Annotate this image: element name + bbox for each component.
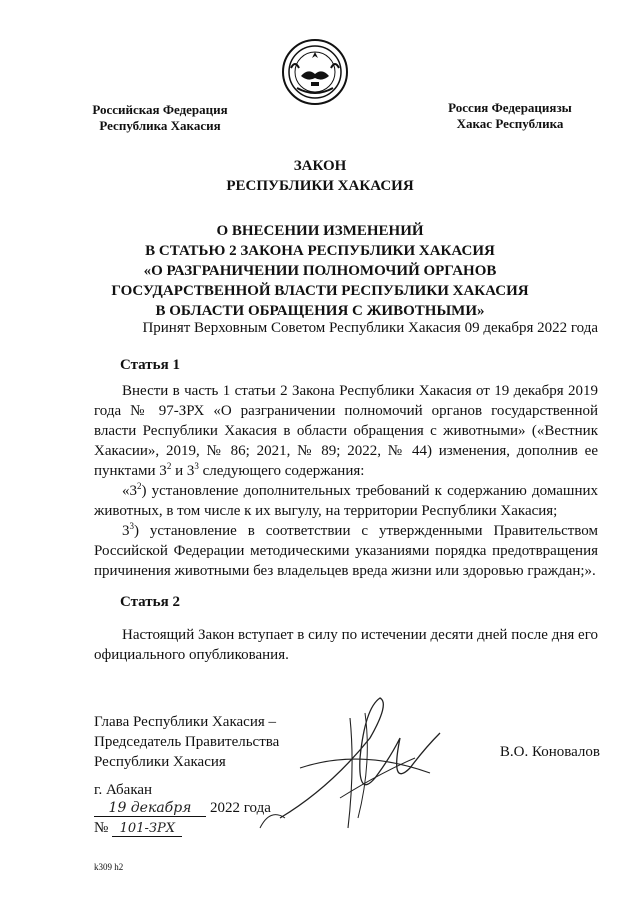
signatory-title-line1: Глава Республики Хакасия – — [94, 714, 277, 730]
item-number: «3 — [122, 483, 137, 499]
article-2-body — [94, 625, 598, 665]
item-number: 3 — [122, 523, 130, 539]
law-subtitle-line: ГОСУДАРСТВЕННОЙ ВЛАСТИ РЕСПУБЛИКИ ХАКАСИЯ — [111, 283, 529, 299]
article-1-intro-end: следующего содержания: — [198, 463, 365, 479]
law-subtitle-line: О ВНЕСЕНИИ ИЗМЕНЕНИЙ — [216, 223, 424, 239]
superscript: 2 — [137, 481, 142, 491]
article-1-intro — [94, 381, 598, 481]
article-1-body — [94, 381, 598, 581]
superscript: 3 — [129, 521, 134, 531]
header-left — [80, 102, 240, 134]
law-subtitle — [60, 221, 580, 321]
article-1-item-2 — [94, 521, 598, 581]
signatory-name: В.О. Коновалов — [499, 744, 600, 760]
signatory-title-line3: Республики Хакасия — [94, 754, 226, 770]
law-subtitle-line: В СТАТЬЮ 2 ЗАКОНА РЕСПУБЛИКИ ХАКАСИЯ — [145, 243, 495, 259]
item-text: ) установление дополнительных требований к содержанию домашних животных, в том числе к их выгулу, на территории Республики Хакасия; — [94, 483, 598, 519]
coat-of-arms-emblem — [281, 38, 349, 106]
article-1-intro-mid: и 3 — [171, 463, 195, 479]
adoption-note: Принят Верховным Советом Республики Хакасия 09 декабря 2022 года — [142, 320, 598, 336]
item-text: ) установление в соответствии с утвержденными Правительством Российской Федерации методическими указаниями порядка предотвращения причинения животными без владельцев вреда жизни или здоровью граждан;». — [94, 523, 598, 579]
law-subtitle-line: «О РАЗГРАНИЧЕНИИ ПОЛНОМОЧИЙ ОРГАНОВ — [143, 263, 497, 279]
signatory-title — [94, 712, 314, 772]
signing-date — [94, 800, 271, 817]
article-1-item-1 — [94, 481, 598, 521]
article-1-intro-text: Внести в часть 1 статьи 2 Закона Республики Хакасия от 19 декабря 2019 года № 97-ЗРХ «О разграничении полномочий органов государственной власти Республики Хакасия в области обращения с животными» («Вестник Хакасии», 2019, № 86; 2021, № 89; 2022, № 44) изменения, дополнив ее пунктами 3 — [94, 383, 598, 479]
handwritten-date: 19 декабря — [94, 800, 206, 817]
law-title-line1: ЗАКОН — [293, 158, 347, 174]
number-sign: № — [94, 820, 109, 836]
superscript: 3 — [194, 461, 199, 471]
header-right-line1: Россия Федерациязы — [448, 100, 572, 115]
document-code: k309 h2 — [94, 862, 124, 872]
law-number — [94, 820, 182, 837]
header-left-line1: Российская Федерация — [92, 102, 228, 117]
header-left-line2: Республика Хакасия — [99, 118, 221, 133]
article-1-heading: Статья 1 — [120, 357, 180, 373]
law-title-line2: РЕСПУБЛИКИ ХАКАСИЯ — [226, 178, 414, 194]
header-right — [430, 100, 590, 132]
city: г. Абакан — [94, 782, 153, 798]
article-2-heading: Статья 2 — [120, 594, 180, 610]
header-right-line2: Хакас Республика — [456, 116, 564, 131]
law-title — [60, 156, 580, 196]
handwritten-number: 101-ЗРХ — [112, 821, 182, 837]
superscript: 2 — [166, 461, 172, 471]
signatory-title-line2: Председатель Правительства — [94, 734, 280, 750]
article-2-text: Настоящий Закон вступает в силу по истечении десяти дней после дня его официального опубликования. — [94, 627, 598, 663]
date-year: 2022 года — [210, 800, 271, 816]
law-subtitle-line: В ОБЛАСТИ ОБРАЩЕНИЯ С ЖИВОТНЫМИ» — [155, 303, 485, 319]
